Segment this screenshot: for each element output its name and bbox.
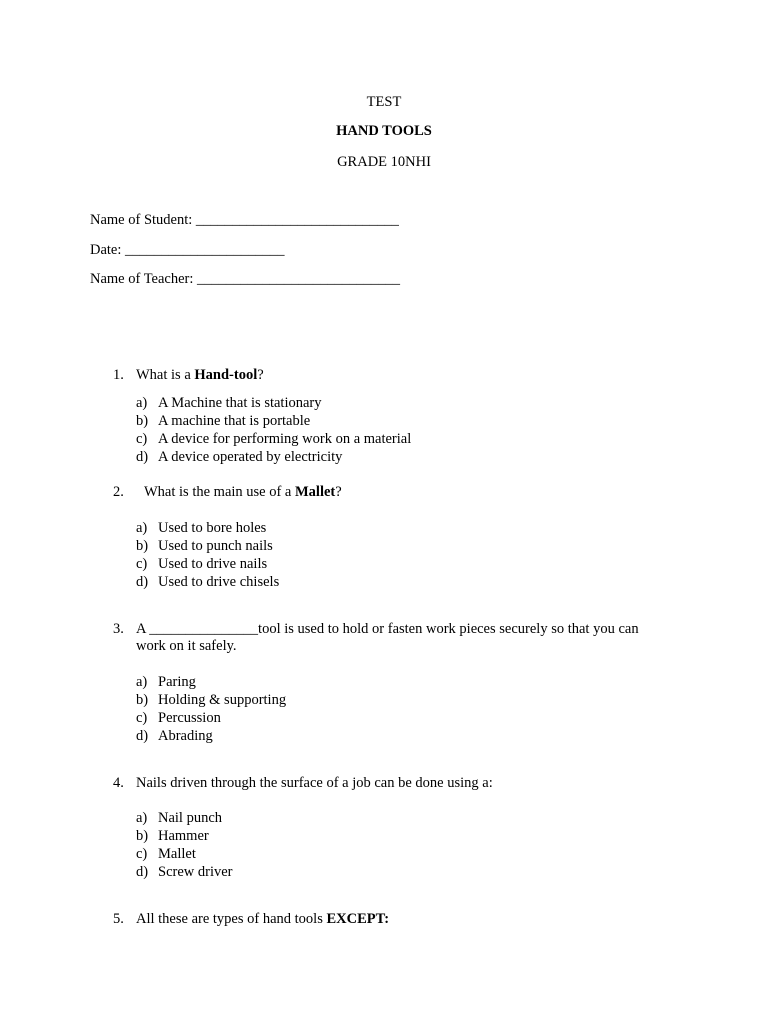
- question-text-part: What is the main use of a: [144, 484, 295, 500]
- option-text: A device for performing work on a material: [158, 431, 412, 447]
- question-text-bold: EXCEPT:: [326, 911, 390, 927]
- question-text: [144, 484, 342, 501]
- question-text-part: What is a: [136, 367, 195, 383]
- question-text-part: ?: [335, 484, 342, 500]
- option-text: A machine that is portable: [158, 413, 311, 429]
- option-text: A device operated by electricity: [158, 449, 343, 465]
- question-text-bold: Mallet: [295, 484, 336, 500]
- student-name-field: Name of Student: ____________________________: [90, 212, 399, 228]
- question-text: Nails driven through the surface of a job can be done using a:: [136, 775, 493, 791]
- header-test: TEST: [366, 94, 402, 110]
- header-title: HAND TOOLS: [336, 123, 432, 139]
- question-number: 5.: [113, 911, 124, 927]
- option-text: Mallet: [158, 846, 196, 862]
- option-text: Percussion: [158, 710, 221, 726]
- option-letter: b): [136, 413, 149, 429]
- option-text: Abrading: [158, 728, 213, 744]
- question-number: 1.: [113, 367, 124, 383]
- question-number: 2.: [113, 484, 124, 500]
- question-text-part: ?: [257, 367, 264, 383]
- question-text-part: All these are types of hand tools: [136, 911, 327, 927]
- option-text: Used to drive chisels: [158, 574, 280, 590]
- question-text: [136, 911, 389, 928]
- question-text: [136, 367, 264, 384]
- option-letter: c): [136, 710, 148, 726]
- option-letter: b): [136, 692, 149, 708]
- option-text: Hammer: [158, 828, 209, 844]
- option-letter: a): [136, 395, 148, 411]
- option-letter: d): [136, 728, 149, 744]
- option-letter: a): [136, 674, 148, 690]
- option-letter: d): [136, 574, 149, 590]
- question-number: 3.: [113, 621, 124, 637]
- option-text: Used to bore holes: [158, 520, 267, 536]
- option-text: Used to punch nails: [158, 538, 273, 554]
- option-text: Holding & supporting: [158, 692, 287, 708]
- option-letter: d): [136, 864, 149, 880]
- option-letter: b): [136, 828, 149, 844]
- header-grade: GRADE 10NHI: [337, 154, 431, 170]
- question-text-line-1: A _______________tool is used to hold or fasten work pieces securely so that you can: [136, 621, 639, 637]
- option-letter: d): [136, 449, 149, 465]
- question-number: 4.: [113, 775, 124, 791]
- option-text: Used to drive nails: [158, 556, 268, 572]
- option-text: Screw driver: [158, 864, 233, 880]
- option-letter: c): [136, 431, 148, 447]
- date-field: Date: ______________________: [90, 242, 285, 258]
- question-text-bold: Hand-tool: [194, 367, 258, 383]
- option-letter: a): [136, 810, 148, 826]
- option-text: Paring: [158, 674, 196, 690]
- option-letter: c): [136, 556, 148, 572]
- option-letter: b): [136, 538, 149, 554]
- option-letter: c): [136, 846, 148, 862]
- question-text-line-2: work on it safely.: [136, 638, 237, 654]
- option-letter: a): [136, 520, 148, 536]
- teacher-name-field: Name of Teacher: ____________________________: [90, 271, 401, 287]
- option-text: Nail punch: [158, 810, 223, 826]
- option-text: A Machine that is stationary: [158, 395, 322, 411]
